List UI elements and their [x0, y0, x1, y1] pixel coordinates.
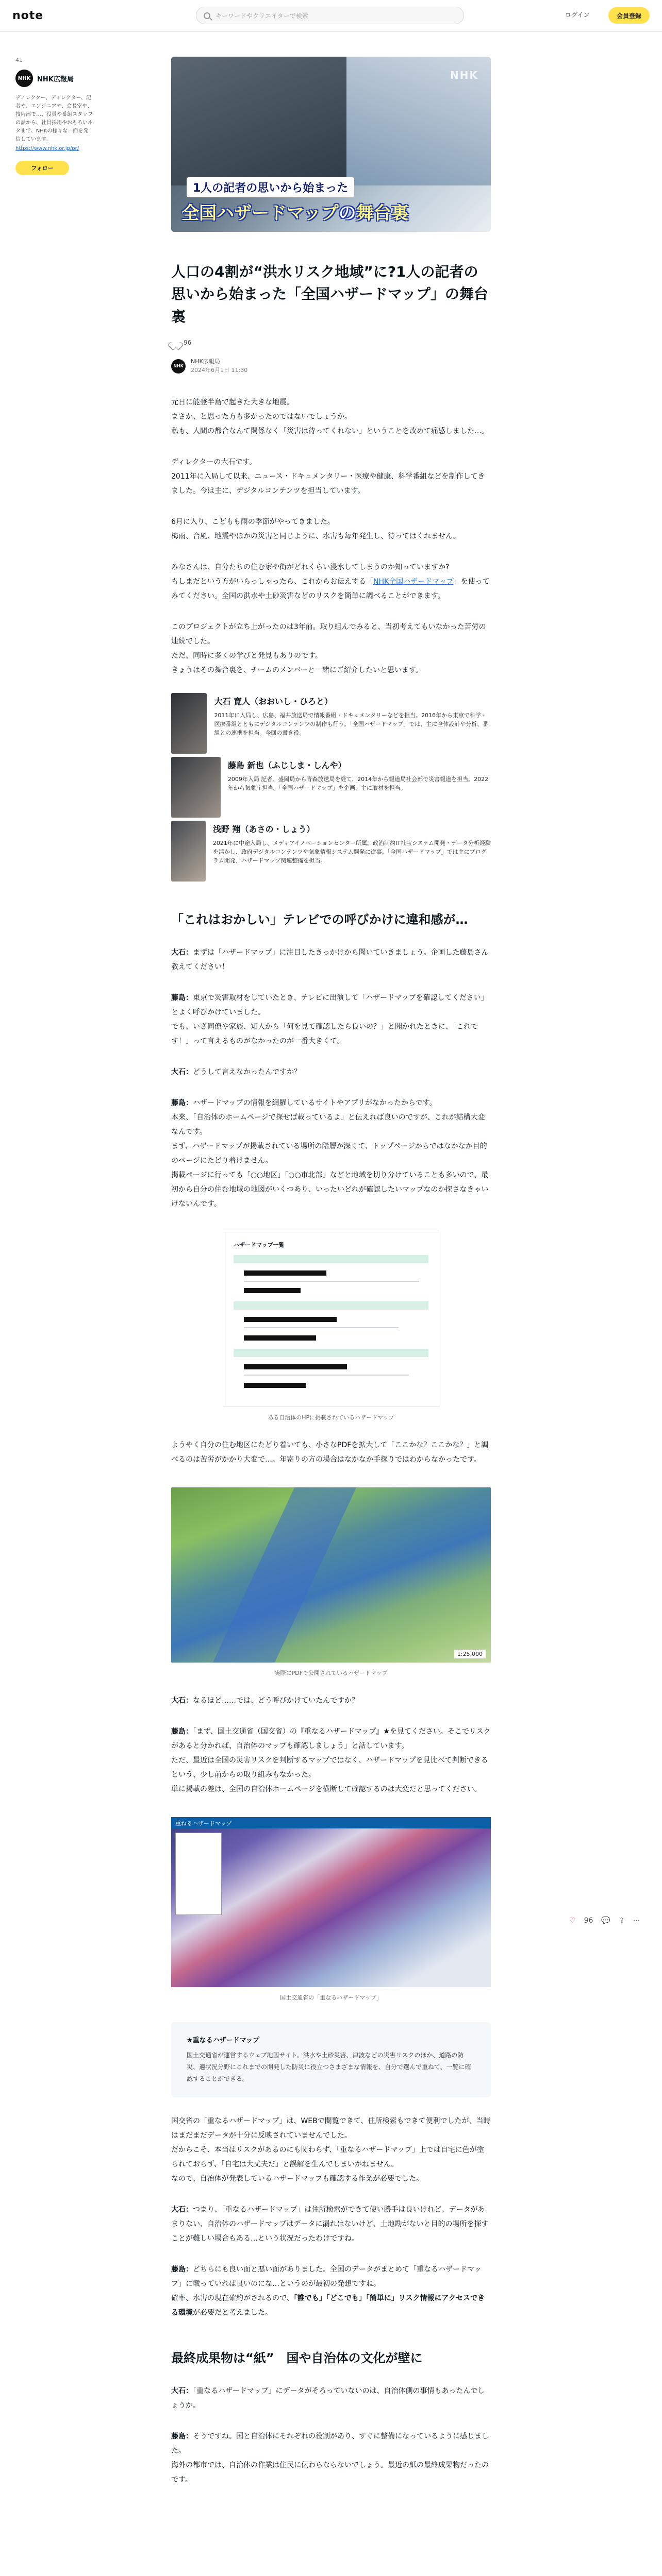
text-span: どうして言えなかったんですか？ — [193, 1068, 301, 1077]
text-line — [171, 2291, 491, 2320]
municipal-map-screenshot — [223, 1232, 439, 1407]
map-scale: 1:25,000 — [454, 1650, 486, 1658]
speaker-label: 大石： — [171, 1068, 193, 1077]
account-name[interactable]: NHK広報局 — [37, 75, 74, 83]
staff-row — [171, 757, 491, 818]
figure-municipal-map — [171, 1232, 491, 1421]
speaker-label: 藤島： — [171, 2265, 193, 2274]
text-line: きょうはその舞台裏を、チームのメンバーと一緒にご紹介したいと思います。 — [171, 666, 423, 675]
speaker-label: 大石： — [171, 2386, 193, 2395]
figure-redaction — [244, 1383, 306, 1388]
text-line: ただ、最近は全国の災害リスクを判断するマップではなく、ハザードマップを見比べて判断できるという、少し前からの取り組みもなかった。 — [171, 1756, 488, 1780]
text-line: 国交省の「重なるハザードマップ」は、WEBで閲覧できて、住所検索もできて便利でしたが、当時はまだまだデータが十分に反映されていませんでした。 — [171, 2116, 491, 2140]
figure-redaction — [244, 1335, 316, 1341]
author-avatar[interactable]: NHK — [171, 359, 186, 374]
floating-like-count: 96 — [584, 1917, 593, 1925]
emphasis-text: 「誰でも」「どこでも」「簡単に」リスク情報にアクセスできる環境 — [171, 2294, 485, 2317]
hero-caption-c: 舞台裏 — [356, 203, 409, 224]
text-line: ただ、同時に多くの学びと発見もありのです。 — [171, 652, 322, 660]
speaker-label: 大石： — [171, 1697, 193, 1705]
text-line: まず、ハザードマップが掲載されている場所の階層が深くて、トップページからではなかなか目的のページにたどり着けません。 — [171, 1142, 487, 1165]
figure-line — [244, 1327, 399, 1328]
text-line: 梅雨、台風、地震やほかの災害と同じように、水害も毎年発生し、待ってはくれません。 — [171, 532, 460, 541]
text-span: そうですね。国と自治体にそれぞれの役割があり、すぐに整備になっているように感じました。 — [171, 2432, 489, 2455]
avatar[interactable]: NHK — [15, 70, 33, 87]
text-line: みなさんは、自分たちの住む家や街がどれくらい浸水してしまうのか知っていますか? — [171, 563, 450, 572]
text-span: まずは「ハザードマップ」に注目したきっかけから聞いていきましょう。企画した藤島さん教えてください！ — [171, 948, 489, 972]
intro-paragraph — [171, 395, 491, 438]
note-title: ★重なるハザードマップ — [187, 2037, 260, 2045]
like-count: 96 — [184, 339, 192, 347]
search-icon — [204, 12, 210, 19]
hero-photo-left — [171, 57, 357, 185]
text-line: ようやく自分の住む地区にたどり着いても、小さなPDFを拡大して「ここかな？ここかな？」と調べるのは苦労がかかり大変で…。年寄りの方の場合はなかなか手探りではわからなかったです。 — [171, 1441, 489, 1464]
figure-redaction — [244, 1270, 326, 1276]
text-span: なるほど……では、どう呼びかけていたんですか？ — [193, 1697, 359, 1705]
like-heart-icon[interactable]: ♡ — [569, 1917, 576, 1925]
paragraph — [171, 991, 491, 1048]
author-row[interactable] — [171, 358, 491, 375]
paragraph — [171, 2114, 491, 2186]
text-span: 「重なるハザードマップ」にデータがそろっていないのは、自治体側の事情もあったんでしょうか。 — [171, 2386, 485, 2410]
author-name[interactable]: NHK広報局 — [191, 358, 220, 365]
account-description: ディレクター、ディレクター、記者や、エンジニアや、会長室や、技術部で…、役員や番組スタッフの話から、社員採用やおもろいネタまで、NHKの様々な一面を発信しています。 — [15, 95, 93, 142]
pdf-hazard-map-image — [171, 1487, 491, 1663]
speaker-label: 藤島： — [171, 1099, 193, 1108]
text-span: ハザードマップの情報を網羅しているサイトやアプリがなかったからです。 — [193, 1099, 437, 1108]
text-span: もしまだという方がいらっしゃったら、これからお伝えする「 — [171, 578, 373, 586]
text-line: 6月に入り、こどもも雨の季節がやってきました。 — [171, 518, 335, 527]
account-row[interactable] — [15, 70, 93, 87]
hero-image — [171, 57, 491, 232]
follower-count: 41 — [15, 57, 23, 63]
figure-line — [244, 1281, 419, 1282]
text-line: だからこそ、本当はリスクがあるのにも関わらず、「重なるハザードマップ」上では自宅に色が塗られておらず、「自宅は大丈夫だ」と誤解を生んでしまいかねません。 — [171, 2145, 484, 2168]
staff-bio: 2009年入局 記者。盛岡局から青森放送局を経て、2014年から報道局社会部で災害報道を担当。2022年から気象庁担当。「全国ハザードマップ」を企画、主に取材を担当。 — [227, 776, 489, 792]
staff-bio: 2011年に入局し、広島、福井放送局で情報番組・ドキュメンタリーなどを担当。2016年から東京で科学・医療番組とともにデジタルコンテンツの制作も行う。「全国ハザードマップ」では、主に全体設計や分析、番組との連携を担当。今回の書き役。 — [214, 712, 489, 737]
comment-icon[interactable]: 💬 — [601, 1917, 610, 1925]
paragraph — [171, 1438, 491, 1467]
staff-row — [171, 693, 491, 754]
more-icon[interactable]: ⋯ — [633, 1917, 640, 1925]
hazard-map-link[interactable]: NHK全国ハザードマップ — [373, 578, 454, 586]
nhk-logo: NHK — [450, 69, 478, 81]
publish-date: 2024年6月1日 11:30 — [191, 366, 248, 374]
like-row[interactable] — [171, 339, 491, 346]
creator-sidebar — [15, 57, 93, 175]
staff-bio: 2021年に中途入局し、メディアイノベーションセンター所属。政治制約IT社宝システム開発・データ分析経験を活かし、政府デジタルコンテンツや気象情報システム開発に従事。「全国ハザードマップ」では主にプログラム開発、ハザードマップ関連整備を担当。 — [212, 840, 491, 865]
paragraph — [171, 1693, 491, 1708]
paragraph — [171, 1096, 491, 1211]
section-heading: 最終成果物は“紙” 国や自治体の文化が壁に — [171, 2350, 423, 2365]
section-heading: 「これはおかしい」テレビでの呼びかけに違和感が… — [171, 912, 468, 927]
map-app-title: 重ねるハザードマップ — [175, 1820, 232, 1827]
text-line: 本来、「自治体のホームページで探せば載っているよ」と伝えれば良いのですが、これが結構大変なんです。 — [171, 1113, 485, 1137]
text-span: 確率、水害の現在確約がされるので、 — [171, 2294, 294, 2302]
note-body: 国土交通省が運営するウェブ地図サイト。洪水や土砂災害、津波などの災害リスクのほか、道路の防災、適状況分野にこれまでの開発した防災に役立つさまざまな情報を、自分で選んで重ねて、一覧に確認することができる。 — [187, 2052, 471, 2082]
paragraph — [171, 2429, 491, 2487]
figure-redaction — [244, 1364, 347, 1369]
figure-caption: ある自治体のHPに掲載されているハザードマップ — [268, 1414, 394, 1421]
paragraph — [171, 945, 491, 974]
text-line: まさか、と思った方も多かったのではないでしょうか。 — [171, 413, 352, 421]
kasaneru-map-screenshot — [171, 1817, 491, 1987]
search-input[interactable] — [196, 7, 464, 24]
figure-pdf-map — [171, 1487, 491, 1677]
note-logo[interactable]: note — [12, 9, 44, 22]
figure-header: ハザードマップ一覧 — [234, 1242, 285, 1249]
paragraph — [171, 455, 491, 498]
figure-line — [244, 1375, 409, 1376]
map-river — [213, 1487, 357, 1663]
top-header — [0, 0, 662, 32]
text-span: どちらにも良い面と悪い面がありました。全国のデータがまとめて「重なるハザードマップ」に載っていれば良いのにな…というのが最初の発想ですね。 — [171, 2265, 482, 2288]
figure-redaction — [244, 1317, 337, 1322]
text-span: 「まず、国土交通省（国交省）の『重なるハザードマップ』★を見てください。そこでリスクがあると分かれば、自治体のマップも確認しましょう」と話しています。 — [171, 1727, 491, 1751]
figure-kasaneru-map — [171, 1817, 491, 2002]
text-line: 2011年に入局して以来、ニュース・ドキュメンタリー・医療や健康、科学番組などを制作してきました。今は主に、デジタルコンテンツを担当しています。 — [171, 472, 485, 496]
speaker-label: 藤島： — [171, 2432, 193, 2441]
staff-name: 藤島 新也（ふじしま・しんや） — [227, 760, 346, 771]
article-title: 人口の4割が“洪水リスク地域”に?1人の記者の思いから始まった「全国ハザードマップ」の舞台裏 — [171, 263, 488, 325]
staff-photo — [171, 757, 221, 818]
text-span: 東京で災害取材をしていたとき、テレビに出演して「ハザードマップを確認してください」とよく呼びかけていました。 — [171, 994, 488, 1017]
map-layer-panel — [175, 1833, 222, 1915]
paragraph — [171, 1065, 491, 1079]
staff-name: 大石 寛人（おおいし・ひろと） — [214, 697, 333, 707]
text-line: 単に掲載の差は、全国の自治体ホームページを横断して確認するのは大変だと思ってください。 — [171, 1785, 482, 1794]
text-line: 海外の都市では、自治体の作業は住民に伝わらならないでしょう。最近の紙の最終成果物だったのです。 — [171, 2461, 489, 2484]
article-main — [171, 57, 491, 2487]
signup-button[interactable]: 会員登録 — [608, 7, 650, 24]
text-span: が必要だと考えました。 — [193, 2308, 272, 2317]
figure-redaction — [244, 1288, 301, 1293]
text-line: ディレクターの大石です。 — [171, 458, 257, 467]
paragraph — [171, 2202, 491, 2246]
figure-bar — [234, 1301, 428, 1310]
follow-button[interactable]: フォロー — [15, 161, 69, 175]
staff-name: 浅野 翔（あさの・しょう） — [212, 824, 315, 835]
share-icon[interactable]: ⇪ — [618, 1917, 625, 1925]
staff-profiles — [171, 693, 491, 882]
paragraph — [171, 620, 491, 677]
staff-row — [171, 821, 491, 882]
speaker-label: 大石： — [171, 948, 193, 957]
speaker-label: 藤島： — [171, 1727, 193, 1736]
text-line: 元日に能登半島で起きた大きな地震。 — [171, 398, 294, 407]
text-line: このプロジェクトが立ち上がったのは3年前。取り組んでみると、当初考えてもいなかった苦労の連続でした。 — [171, 623, 486, 646]
text-line: なので、自治体が発表しているハザードマップも確認する作業が必要でした。 — [171, 2174, 424, 2183]
paragraph — [171, 560, 491, 603]
hero-caption-main — [181, 199, 409, 224]
paragraph — [171, 2262, 491, 2320]
hero-caption-top: 1人の記者の思いから始まった — [187, 177, 354, 197]
hero-caption-a: 全国ハザードマップ — [181, 203, 339, 224]
figure-caption: 国土交通省の「重なるハザードマップ」 — [280, 1994, 382, 2002]
login-link[interactable]: ログイン — [565, 11, 590, 19]
speaker-label: 大石： — [171, 2205, 193, 2214]
text-line: でも、いざ同僚や家族、知人から「何を見て確認したら良いの？」と聞かれたときに、「これです！」って言えるものがなかったのが一番大きくて。 — [171, 1023, 478, 1046]
map-app-header — [171, 1817, 491, 1828]
paragraph — [171, 2384, 491, 2413]
note-box — [171, 2022, 491, 2097]
text-span: 」を使ってみてください。全国の洪水や土砂災害などのリスクを簡単に調べることができます。 — [171, 578, 490, 601]
floating-action-bar — [569, 1917, 640, 1925]
figure-bar — [234, 1349, 428, 1357]
text-span: つまり、「重なるハザードマップ」は住所検索ができて使い勝手は良いけれど、データがあまりない、自治体のハザードマップはデータに漏れはないけど、土地勘がないと目的の場所を探すことが難しい場合もある…という状況だったわけですね。 — [171, 2205, 489, 2243]
text-line: 掲載ページに行っても「○○地区」「○○市北部」などと地域を切り分けていることも多いので、最初から自分の住む地域の地図がいくつあり、いったいどれが確認したいマップなのか探さなきゃいけないんです。 — [171, 1171, 489, 1209]
paragraph — [171, 515, 491, 544]
figure-bar — [234, 1255, 428, 1263]
text-line: 私も、人間の都合なんて関係なく「災害は待ってくれない」ということを改めて痛感しました…。 — [171, 427, 489, 436]
search-placeholder: キーワードやクリエイターで検索 — [216, 12, 308, 20]
staff-photo — [171, 693, 207, 754]
hero-caption-b: の — [338, 203, 356, 224]
staff-photo — [171, 821, 206, 882]
heart-icon[interactable] — [171, 339, 179, 346]
text-line — [171, 574, 491, 603]
speaker-label: 藤島： — [171, 994, 193, 1003]
account-link[interactable]: https://www.nhk.or.jp/pr/ — [15, 146, 79, 151]
figure-caption: 実際にPDFで公開されているハザードマップ — [274, 1670, 388, 1677]
paragraph — [171, 1724, 491, 1797]
